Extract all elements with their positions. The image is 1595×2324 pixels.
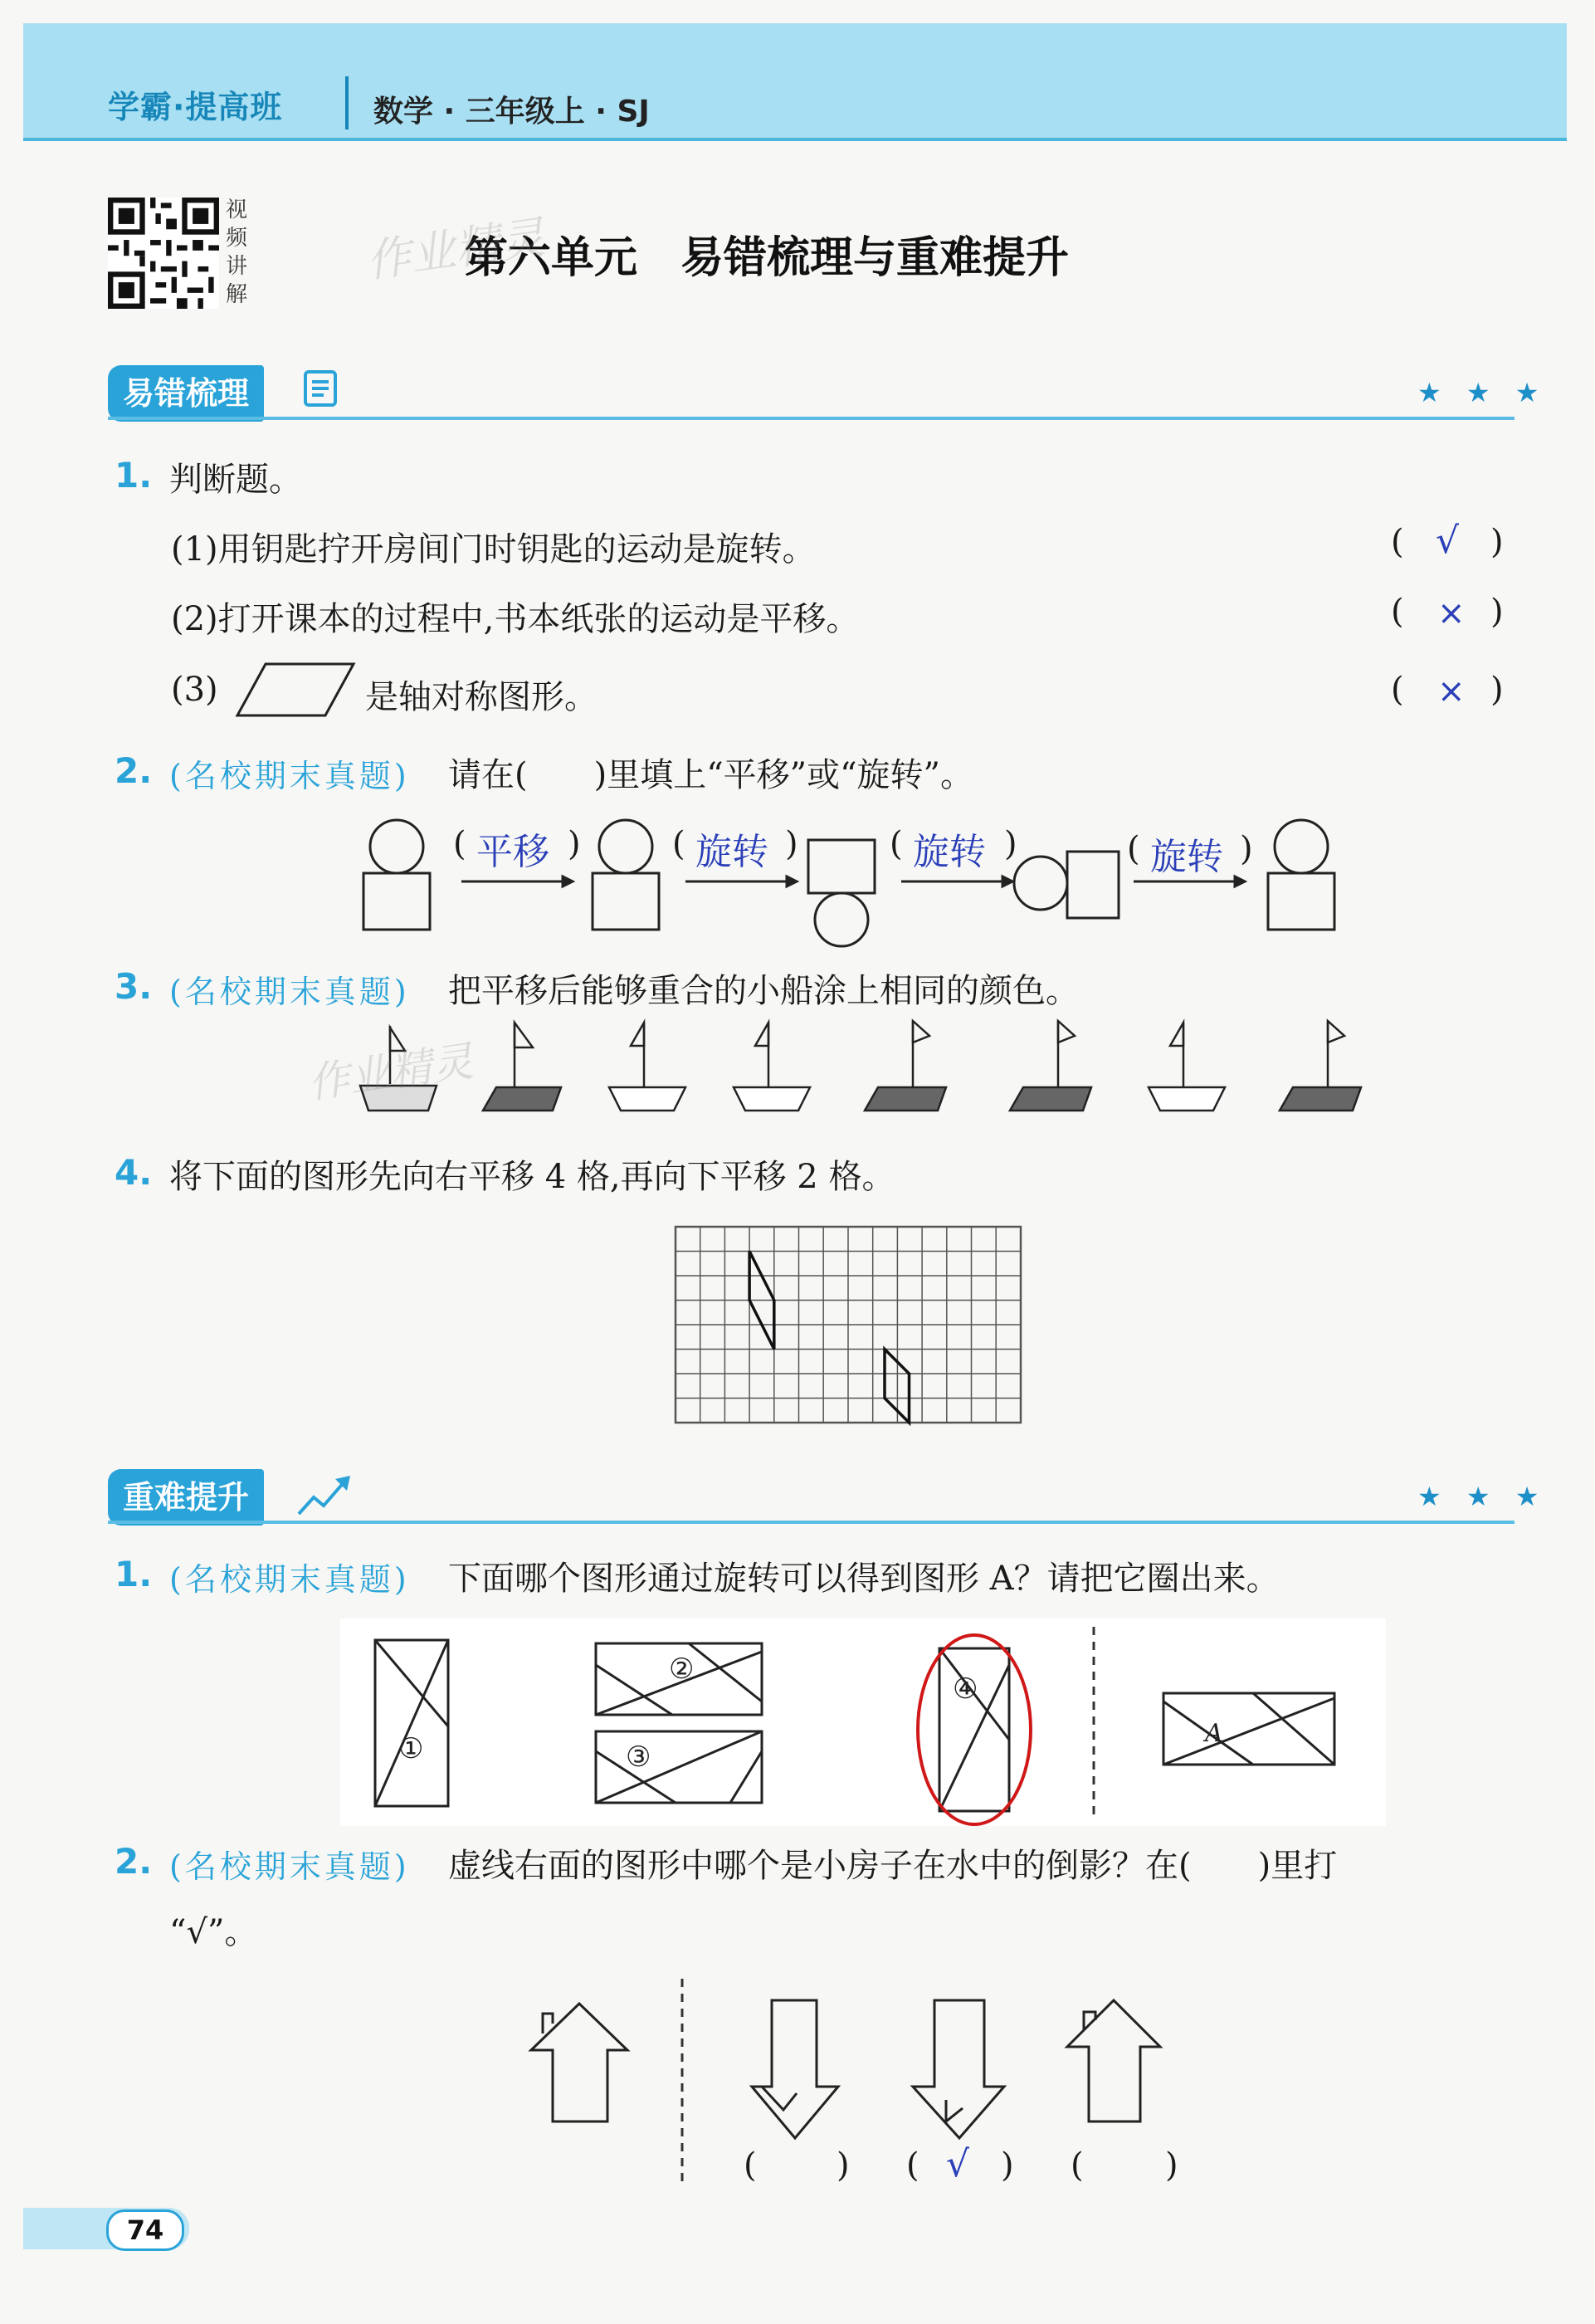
- question-text: 判断题。: [169, 461, 302, 499]
- question-text-cont: “√”。: [169, 1913, 258, 1951]
- shape-label-2: ②: [669, 1653, 695, 1686]
- source-tag: (名校期末真题): [169, 974, 410, 1010]
- answer-mark: ×: [1437, 594, 1466, 632]
- judge-item-3-prefix: (3): [171, 671, 218, 709]
- watermark: 作业精灵: [305, 1037, 476, 1108]
- answer-mark: √: [1436, 520, 1460, 562]
- paren-close: ): [1001, 2146, 1014, 2185]
- grid-figure: [674, 1225, 1022, 1424]
- notebook-icon: [300, 369, 340, 408]
- paren-open: (: [1071, 2146, 1084, 2185]
- paren-close: ): [837, 2146, 850, 2185]
- difficulty-stars: ★ ★ ★: [1417, 1481, 1548, 1512]
- brand-label: 学霸·提高班: [108, 89, 283, 125]
- source-tag: (名校期末真题): [169, 1848, 410, 1885]
- difficulty-stars: ★ ★ ★: [1417, 377, 1548, 408]
- paren-close: ): [1165, 2146, 1178, 2185]
- answer-text: 旋转: [695, 831, 768, 873]
- parallelogram-shape: [234, 661, 357, 719]
- paren-open: (: [906, 2146, 919, 2185]
- answer-text: 旋转: [913, 831, 986, 873]
- paren-open: (: [672, 825, 685, 863]
- paren-open: (: [453, 825, 466, 863]
- answer-paren-open: (: [1391, 523, 1404, 561]
- question-number: 4.: [115, 1152, 153, 1193]
- page-title: 第六单元 易错梳理与重难提升: [465, 233, 1070, 283]
- question-number: 1.: [115, 1554, 153, 1594]
- boats-figure: [349, 1018, 1378, 1117]
- shape-label-4: ④: [953, 1672, 978, 1706]
- section-divider: [108, 417, 1515, 420]
- answer-paren-close: ): [1490, 671, 1504, 709]
- shape-label-3: ③: [626, 1741, 651, 1774]
- answer-text: 平移: [476, 831, 549, 873]
- paren-open: (: [890, 825, 903, 863]
- paren-close: ): [568, 825, 581, 863]
- paren-close: ): [1240, 830, 1253, 868]
- judge-item-3-suffix: 是轴对称图形。: [365, 678, 598, 716]
- source-tag: (名校期末真题): [169, 758, 410, 794]
- answer-paren-close: ): [1490, 593, 1504, 631]
- answer-text: 旋转: [1150, 836, 1223, 878]
- question-text: 下面哪个图形通过旋转可以得到图形 A？请把它圈出来。: [448, 1560, 1280, 1598]
- watermark: 作业精灵: [363, 211, 548, 288]
- shape-label-1: ①: [398, 1732, 424, 1765]
- answer-mark: ×: [1437, 672, 1466, 710]
- judge-item-2: (2)打开课本的过程中,书本纸张的运动是平移。: [171, 600, 860, 638]
- source-tag: (名校期末真题): [169, 1561, 410, 1598]
- rotation-shapes-figure: [340, 1618, 1386, 1826]
- qr-code-icon[interactable]: [108, 198, 219, 309]
- question-number: 2.: [115, 1841, 153, 1882]
- header-divider: [345, 76, 349, 129]
- question-text: 请在( )里填上“平移”或“旋转”。: [448, 756, 974, 794]
- answer-paren-open: (: [1391, 593, 1404, 631]
- book-label: 数学 · 三年级上 · SJ: [373, 95, 650, 129]
- answer-paren-open: (: [1391, 671, 1404, 709]
- answer-paren-close: ): [1490, 523, 1504, 561]
- judge-item-1: (1)用钥匙拧开房间门时钥匙的运动是旋转。: [171, 530, 816, 569]
- paren-open: (: [1127, 830, 1140, 868]
- paren-close: ): [785, 825, 798, 863]
- question-number: 1.: [115, 455, 153, 496]
- question-number: 2.: [115, 750, 153, 791]
- answer-mark: √: [946, 2143, 970, 2185]
- page-number: 74: [106, 2209, 184, 2251]
- section-divider: [108, 1521, 1515, 1524]
- shape-label-a: A: [1205, 1719, 1223, 1748]
- trend-arrow-icon: [295, 1472, 354, 1519]
- question-text: 把平移后能够重合的小船涂上相同的颜色。: [448, 972, 1079, 1010]
- question-number: 3.: [115, 966, 153, 1007]
- qr-caption: 视频讲解: [226, 198, 248, 307]
- section-tab-errors: 易错梳理: [108, 365, 264, 422]
- question-text: 虚线右面的图形中哪个是小房子在水中的倒影？在( )里打: [448, 1847, 1338, 1885]
- section-tab-advanced: 重难提升: [108, 1469, 264, 1526]
- question-text: 将下面的图形先向右平移 4 格,再向下平移 2 格。: [169, 1158, 895, 1196]
- paren-open: (: [744, 2146, 757, 2185]
- paren-close: ): [1004, 825, 1017, 863]
